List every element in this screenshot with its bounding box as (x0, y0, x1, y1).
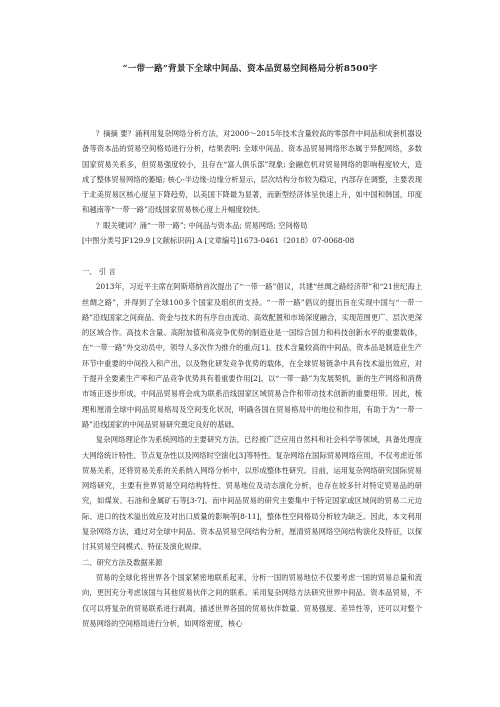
abstract-block (82, 126, 422, 218)
body-paragraph: 2013年，习近平主席在阿斯塔纳首次提出了“一带一路”倡议，共建“丝绸之路经济带”和“21世纪海上丝绸之路”，并得到了全球100多个国家及组织的支持。“一带一路”倡议的提出旨在实现中国与“一带一路”沿线国家之间商品、资金与技术的有序自由流动、高效配置和市场深度融合，实现范围更广、层次更深的区域合作。高技术含量、高附加值和高竞争优势的制造业是一国综合国力和科技创新水平的重要载体，在“一带一路”外交动员中，领导人多次作为推介的重点[1]。技术含量较高的中间品、资本品是制造业生产环节中重要的中间投入和产出，以及物化研发竞争优势的载体，在全球贸易链条中具有技术溢出效应，对于提升全要素生产率和产品竞争优势具有着重要作用[2]。以“一带一路”为发展契机，新的生产网络和消费市场正逐步形成，中间品贸易将会成为联系沿线国家区域贸易合作和带动技术创新的重要纽带。因此，梳理和厘清全球中间品贸易格局及空间变化状况，明确各国在贸易格局中的地位和作用，有助于为“一带一路”沿线国家的中间品贸易研究奠定良好的基础。 (82, 282, 422, 429)
classification-text: [中图分类号]F129.9 [文献标识码] A [文章编号]1673-0461（2018）07-0068-08 (82, 236, 355, 246)
body-paragraph: 复杂网络理论作为系统网络的主要研究方法，已经被广泛应用自然科和社会科学等领域，具备处理庞大网络统计特性、节点复杂性以及网络时空演化[3]等特性。复杂网络在国际贸易网络应用，不仅考虑近邻贸易关系，还将贸易关系的关系纳入网络分析中，以形成整体性研究。目前，运用复杂网络研究国际贸易网络研究，主要有世界贸易空间结构特性、贸易地位及动态演化分析，也存在较多针对特定贸易品的研究，如煤炭、石油和金属矿石等[3-7]。而中间品贸易的研究主要集中于特定国家或区域间的贸易二元边际、进口的技术溢出效应及对出口质量的影响等[8-11]，整体性空间格局分析较为缺乏。因此，本文利用复杂网络方法，通过对全球中间品、资本品贸易空间结构分析，厘清贸易网络空间结构演化及特征，以探讨其贸易空间模式、特征及演化规律。 (82, 435, 422, 552)
abstract-text: ？摘摘 要？涌利用复杂网络分析方法，对2000～2015年技术含量较高的零部件中间品和成套机器设备等资本品的贸易空间格局进行分析，结果表明: 全球中间品、资本品贸易网络形态属于异配网络，多数国家贸易关系多，但贸易强度较小，且存在“富人俱乐部”现象; 金融危机对贸易网络的影响程度较大，造成了整体贸易网络的萎缩; 核心-半边缘-边缘分析显示，层次结构分布较为稳定，内部存在调整，主要表现于北美贸易区核心度呈下降趋势，以美国下降最为显著，而新型经济体呈快速上升，如中国和韩国，印度和越南等“一带一路”沿线国家贸易核心度上升幅度较快。 (82, 129, 422, 215)
keywords-text: ？眼关键词？涌“一带一路”; 中间品与资本品; 贸易网络; 空间格局 (95, 221, 308, 230)
keywords-block (82, 218, 422, 249)
body-block (82, 264, 422, 631)
body-paragraph: 贸易的全球化将世界各个国家紧密地联系起来，分析一国的贸易地位不仅要考虑一国的贸易总量和流向，更因充分考虑该国与其他贸易伙伴之间的联系。采用复杂网络方法研究世界中间品、资本品贸易，不仅可以将复杂的贸易联系进行剥离，描述世界各国的贸易伙伴数量、贸易强度、差异性等，还可以对整个贸易网络的空间格局进行分析，如网络密度，核心 (82, 572, 422, 628)
section-heading-intro: 一、 引 言 (82, 267, 116, 276)
paper-title: “一带一路”背景下全球中间品、资本品贸易空间格局分析8500字 (122, 64, 378, 74)
section-heading-methods: 二、研究方法及数据来源 (82, 557, 163, 567)
